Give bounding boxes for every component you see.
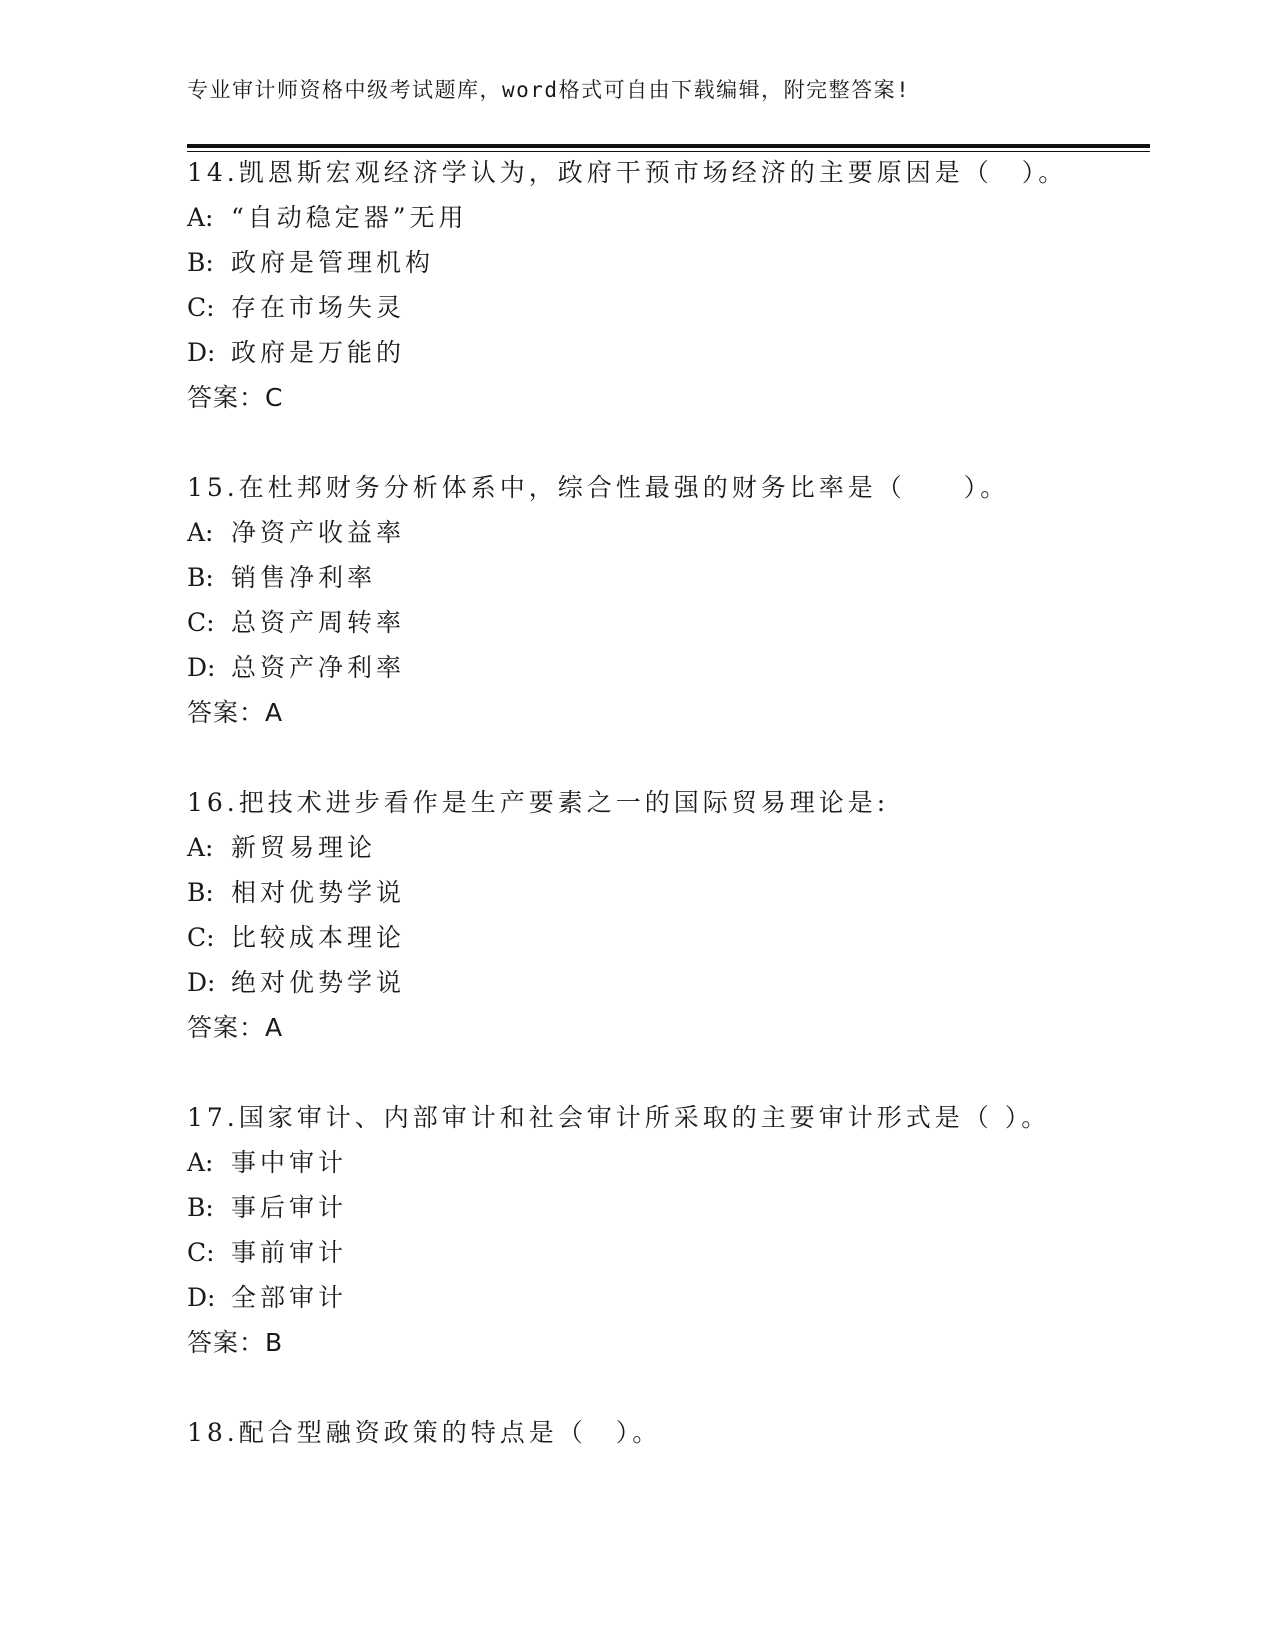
- option-text: 事前审计: [231, 1238, 348, 1267]
- option-letter: A:: [187, 1148, 214, 1177]
- option-text: 比较成本理论: [231, 923, 406, 952]
- option-text: 事后审计: [231, 1193, 348, 1222]
- option-b: [187, 240, 1150, 285]
- option-c: [187, 600, 1150, 645]
- option-c: [187, 285, 1150, 330]
- option-letter: D:: [187, 1283, 216, 1312]
- question-stem: 16.把技术进步看作是生产要素之一的国际贸易理论是:: [187, 788, 890, 817]
- answer-line: 答案：A: [187, 698, 284, 727]
- question-stem: 14.凯恩斯宏观经济学认为，政府干预市场经济的主要原因是（ ）。: [187, 158, 1068, 187]
- option-d: [187, 1275, 1150, 1320]
- header-rule-thick: [187, 144, 1150, 148]
- option-text: 销售净利率: [231, 563, 377, 592]
- question-stem: 15.在杜邦财务分析体系中，综合性最强的财务比率是（ ）。: [187, 473, 1010, 502]
- option-d: [187, 960, 1150, 1005]
- option-letter: B:: [187, 248, 214, 277]
- question-15: [187, 465, 1150, 735]
- option-text: 总资产周转率: [231, 608, 406, 637]
- option-letter: B:: [187, 1193, 214, 1222]
- option-a: [187, 195, 1150, 240]
- option-d: [187, 330, 1150, 375]
- answer-line: 答案：C: [187, 383, 284, 412]
- option-letter: A:: [187, 518, 214, 547]
- option-letter: B:: [187, 878, 214, 907]
- option-text: 政府是万能的: [231, 338, 406, 367]
- option-letter: D:: [187, 338, 216, 367]
- option-text: 存在市场失灵: [231, 293, 406, 322]
- option-a: [187, 1140, 1150, 1185]
- answer-line: 答案：B: [187, 1328, 284, 1357]
- option-letter: A:: [187, 203, 214, 232]
- option-letter: C:: [187, 923, 215, 952]
- option-text: “自动稳定器”无用: [231, 203, 468, 232]
- option-text: 政府是管理机构: [231, 248, 435, 277]
- question-17: [187, 1095, 1150, 1365]
- option-letter: B:: [187, 563, 214, 592]
- option-letter: D:: [187, 653, 216, 682]
- question-16: [187, 780, 1150, 1050]
- option-letter: A:: [187, 833, 214, 862]
- question-18: [187, 1410, 1150, 1455]
- option-text: 全部审计: [231, 1283, 348, 1312]
- option-text: 事中审计: [231, 1148, 348, 1177]
- option-c: [187, 915, 1150, 960]
- option-letter: C:: [187, 1238, 215, 1267]
- option-text: 新贸易理论: [231, 833, 377, 862]
- option-text: 总资产净利率: [231, 653, 406, 682]
- option-b: [187, 1185, 1150, 1230]
- option-a: [187, 825, 1150, 870]
- option-text: 净资产收益率: [231, 518, 406, 547]
- document-header: 专业审计师资格中级考试题库，word格式可自由下载编辑，附完整答案!: [187, 78, 911, 102]
- option-letter: C:: [187, 608, 215, 637]
- option-text: 绝对优势学说: [231, 968, 406, 997]
- answer-line: 答案：A: [187, 1013, 284, 1042]
- option-b: [187, 555, 1150, 600]
- question-stem: 18.配合型融资政策的特点是（ ）。: [187, 1418, 662, 1447]
- question-14: [187, 150, 1150, 420]
- option-d: [187, 645, 1150, 690]
- option-letter: C:: [187, 293, 215, 322]
- option-c: [187, 1230, 1150, 1275]
- option-text: 相对优势学说: [231, 878, 406, 907]
- option-b: [187, 870, 1150, 915]
- option-a: [187, 510, 1150, 555]
- option-letter: D:: [187, 968, 216, 997]
- question-stem: 17.国家审计、内部审计和社会审计所采取的主要审计形式是（ ）。: [187, 1103, 1051, 1132]
